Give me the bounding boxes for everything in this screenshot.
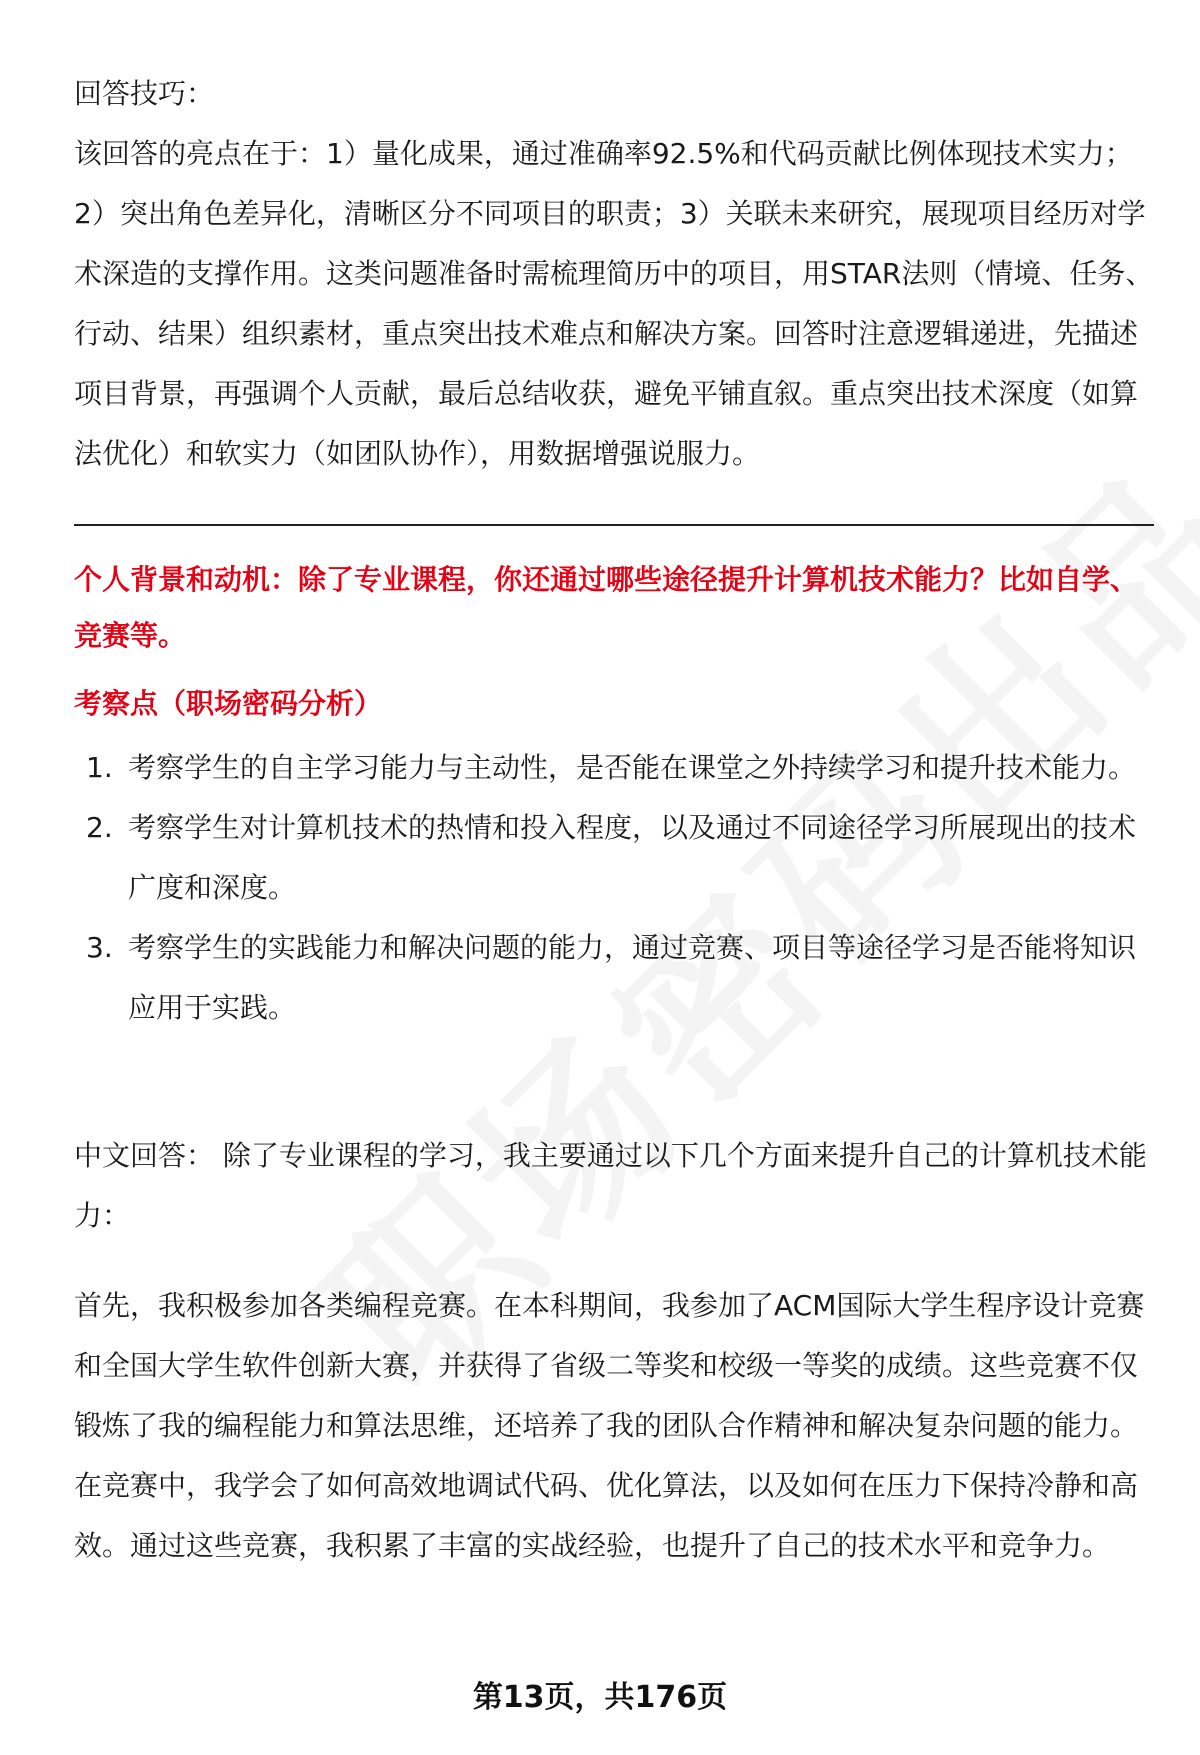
list-item-number: 3.: [86, 931, 113, 964]
list-item-number: 1.: [86, 751, 113, 784]
tips-heading: 回答技巧：: [74, 77, 215, 110]
answer-intro: 中文回答： 除了专业课程的学习，我主要通过以下几个方面来提升自己的计算机技术能力：: [74, 1139, 1147, 1232]
section-divider: [74, 524, 1154, 526]
tips-section: [74, 64, 1154, 484]
list-item: [74, 918, 1154, 1038]
list-item-number: 2.: [86, 811, 113, 844]
points-list: [74, 738, 1154, 1038]
question-title: 个人背景和动机：除了专业课程，你还通过哪些途径提升计算机技术能力？比如自学、竞赛等。: [74, 563, 1139, 652]
tips-body: 该回答的亮点在于：1）量化成果，通过准确率92.5%和代码贡献比例体现技术实力；2）突出角色差异化，清晰区分不同项目的职责；3）关联未来研究，展现项目经历对学术深造的支撑作用。这类问题准备时需梳理简历中的项目，用STAR法则（情境、任务、行动、结果）组织素材，重点突出技术难点和解决方案。回答时注意逻辑递进，先描述项目背景，再强调个人贡献，最后总结收获，避免平铺直叙。重点突出技术深度（如算法优化）和软实力（如团队协作），用数据增强说服力。: [74, 137, 1154, 470]
page-number: 第13页，共176页: [472, 1680, 728, 1715]
points-list-container: [74, 738, 1154, 1038]
points-heading: 考察点（职场密码分析）: [74, 687, 383, 720]
question-section: [74, 552, 1154, 732]
answer-body-block: [74, 1276, 1154, 1576]
answer-paragraph: 首先，我积极参加各类编程竞赛。在本科期间，我参加了ACM国际大学生程序设计竞赛和全国大学生软件创新大赛，并获得了省级二等奖和校级一等奖的成绩。这些竞赛不仅锻炼了我的编程能力和算法思维，还培养了我的团队合作精神和解决复杂问题的能力。在竞赛中，我学会了如何高效地调试代码、优化算法，以及如何在压力下保持冷静和高效。通过这些竞赛，我积累了丰富的实战经验，也提升了自己的技术水平和竞争力。: [74, 1289, 1145, 1562]
list-item-text: 考察学生对计算机技术的热情和投入程度，以及通过不同途径学习所展现出的技术广度和深度。: [128, 811, 1137, 904]
list-item: [74, 798, 1154, 918]
list-item-text: 考察学生的实践能力和解决问题的能力，通过竞赛、项目等途径学习是否能将知识应用于实践。: [128, 931, 1137, 1024]
answer-intro-block: [74, 1126, 1154, 1246]
list-item-text: 考察学生的自主学习能力与主动性，是否能在课堂之外持续学习和提升技术能力。: [128, 751, 1137, 784]
list-item: [74, 738, 1154, 798]
